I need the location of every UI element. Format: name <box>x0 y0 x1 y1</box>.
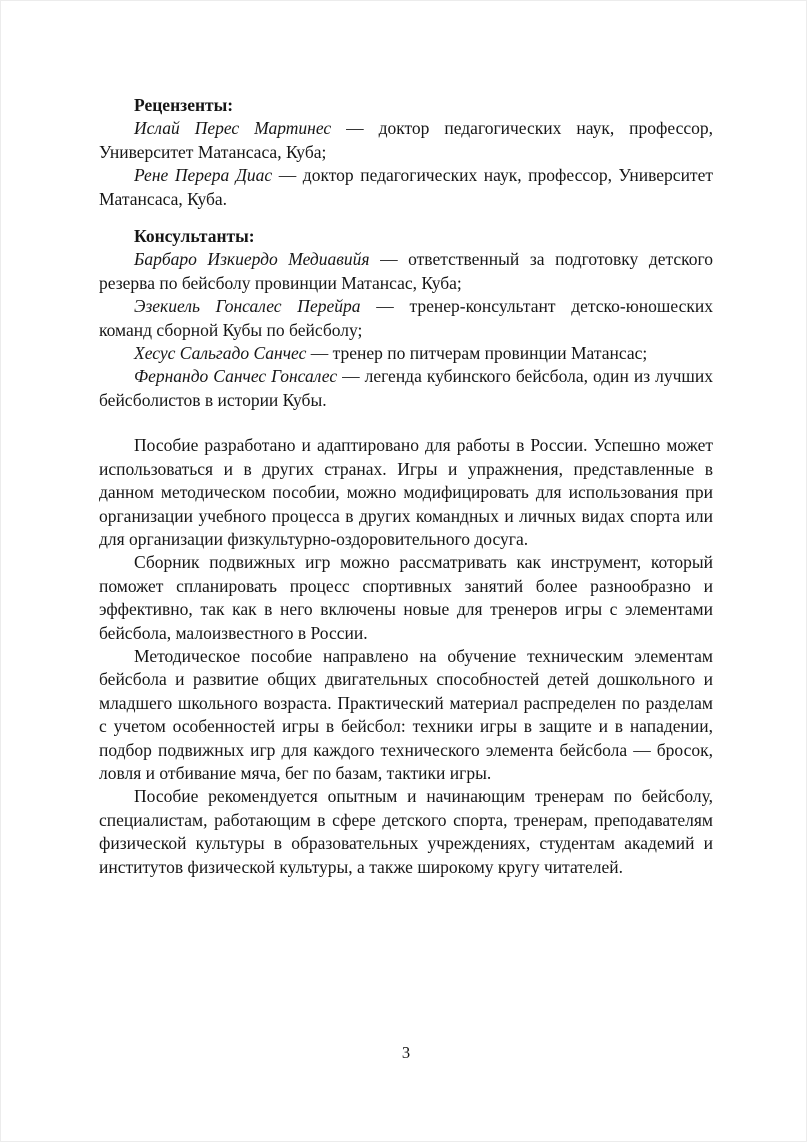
credit-entry <box>99 342 713 365</box>
person-name: Эзекиель Гонсалес Перейра <box>134 296 361 317</box>
credits-sections <box>99 94 713 412</box>
reviewers-heading: Рецензенты: <box>134 95 234 115</box>
annotation-paragraph: Сборник подвижных игр можно рассматривать как инструмент, который поможет спланировать процесс спортивных занятий более разнообразно и эффективно, так как в него включены новые для тренеров игры с элементами бейсбола, малоизвестного в России. <box>99 552 713 643</box>
annotation-paragraphs <box>99 434 713 879</box>
person-role: — ответственный за подготовку детского резерва по бейсболу провинции Матансас, Куба; <box>99 249 713 293</box>
credit-entry <box>99 117 713 164</box>
annotation-paragraph: Методическое пособие направлено на обучение техническим элементам бейсбола и развитие общих двигательных способностей детей дошкольного и младшего школьного возраста. Практический материал распределен по разделам с учетом особенностей игры в бейсбол: техники игры в защите и в нападении, подбор подвижных игр для каждого технического элемента бейсбола — бросок, ловля и отбивание мяча, бег по базам, тактики игры. <box>99 645 713 783</box>
annotation-paragraph: Пособие рекомендуется опытным и начинающим тренерам по бейсболу, специалистам, работающим в сфере детского спорта, тренерам, преподавателям физической культуры в образовательных учреждениях, студентам академий и институтов физической культуры, а также широкому кругу читателей. <box>99 786 713 877</box>
person-role: — доктор педагогических наук, профессор, Университет Матансаса, Куба. <box>99 165 713 209</box>
person-role: — легенда кубинского бейсбола, один из лучших бейсболистов в истории Кубы. <box>99 366 713 410</box>
person-role: — тренер по питчерам провинции Матансас; <box>306 343 648 364</box>
person-name: Ислай Перес Мартинес <box>134 118 332 139</box>
person-name: Барбаро Изкиердо Медиавийя <box>134 249 370 270</box>
reviewers-section <box>99 94 713 211</box>
person-name: Хесус Сальгадо Санчес <box>134 343 307 364</box>
page-number: 3 <box>401 1043 411 1062</box>
page-content <box>99 94 713 879</box>
consultants-section <box>99 225 713 412</box>
person-name: Фернандо Санчес Гонсалес <box>134 366 338 387</box>
credit-entry <box>99 164 713 211</box>
credit-entry <box>99 365 713 412</box>
person-role: — доктор педагогических наук, профессор, Университет Матансаса, Куба; <box>99 118 713 162</box>
annotation-paragraph: Пособие разработано и адаптировано для работы в России. Успешно может использоваться и в других странах. Игры и упражнения, представленные в данном методическом пособии, можно модифицировать для использования при организации учебного процесса в других командных и личных видах спорта или для организации физкультурно-оздоровительного досуга. <box>99 435 713 549</box>
credit-entry <box>99 295 713 342</box>
person-name: Рене Перера Диас <box>134 165 273 186</box>
credit-entry <box>99 248 713 295</box>
person-role: — тренер-консультант детско-юношеских команд сборной Кубы по бейсболу; <box>99 296 713 340</box>
consultants-heading: Консультанты: <box>134 226 255 247</box>
